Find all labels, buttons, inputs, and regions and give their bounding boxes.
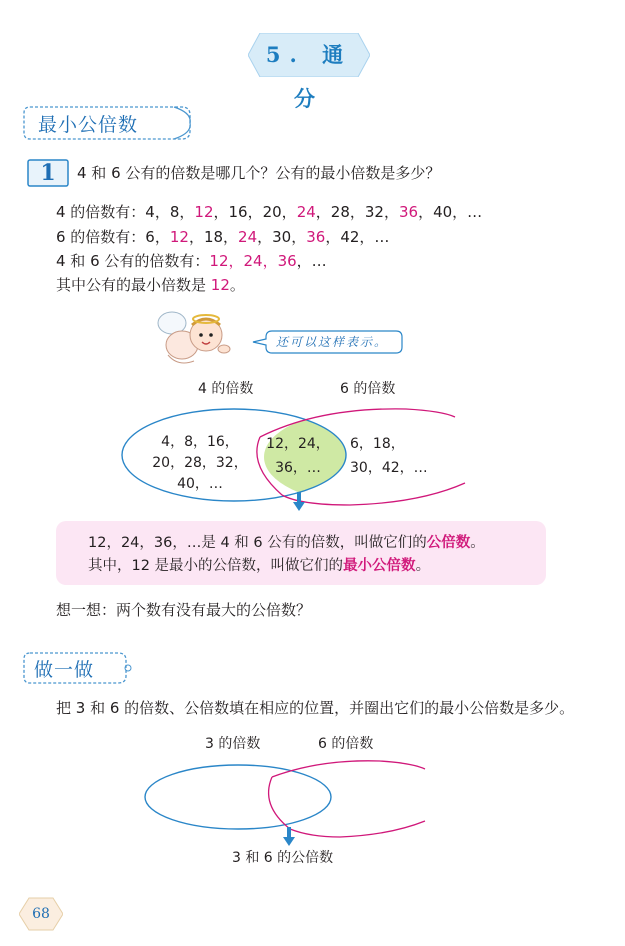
highlight-value: 24 xyxy=(238,228,258,246)
venn1-left-line: 20，28，32， xyxy=(152,455,248,471)
page-number: 68 xyxy=(32,906,50,922)
definition-line-1 xyxy=(88,531,485,552)
multiples-of-6 xyxy=(56,225,389,249)
text: ，30， xyxy=(257,228,307,246)
venn2-left-ellipse xyxy=(145,765,331,829)
venn1-right-line: 6，18， xyxy=(350,436,405,452)
chapter-title xyxy=(248,33,370,111)
highlight-value: 12 xyxy=(194,203,214,221)
section-title: 最小公倍数 xyxy=(38,114,139,136)
section-title: 做一做 xyxy=(34,659,95,681)
text: ，16，20， xyxy=(213,203,297,221)
venn1-arrow-head xyxy=(293,502,305,511)
exercise-instruction: 把 3 和 6 的倍数、公倍数填在相应的位置，并圈出它们的最小公倍数是多少。 xyxy=(56,699,575,717)
highlight-value: 36 xyxy=(398,203,419,221)
text: ，18， xyxy=(188,228,239,246)
highlight-value: 12 xyxy=(169,228,189,246)
text: 。 xyxy=(415,558,431,574)
text: ，… xyxy=(296,252,327,270)
highlight-value: 24 xyxy=(296,203,316,221)
cherub-mascot-illustration xyxy=(150,305,232,371)
venn1-left-values xyxy=(150,432,250,495)
text: 其中公有的最小倍数是 xyxy=(56,276,211,294)
venn1-right-values xyxy=(350,432,450,480)
think-question: 想一想：两个数有没有最大的公倍数？ xyxy=(56,601,312,619)
text: ，42，… xyxy=(325,228,390,246)
text: 4 的倍数有：4，8， xyxy=(56,203,195,221)
venn1-middle-line: 12，24， xyxy=(266,436,330,452)
term-least-common-multiple: 最小公倍数 xyxy=(343,558,416,574)
venn1-left-line: 40，… xyxy=(177,476,223,492)
text: 4 和 6 公有的倍数有： xyxy=(56,252,210,270)
example-question: 4 和 6 公有的倍数是哪几个？公有的最小倍数是多少？ xyxy=(77,164,441,182)
venn2-right-arc-bottom xyxy=(290,821,425,837)
definition-line-2 xyxy=(88,554,430,575)
chapter-title-text: 5. 通 分 xyxy=(265,42,353,111)
multiples-of-4 xyxy=(56,200,482,224)
venn2-label-right: 6 的倍数 xyxy=(318,736,374,752)
venn1-middle-line: 36，… xyxy=(275,460,321,476)
least-common-multiple xyxy=(56,273,245,297)
text: ，40，… xyxy=(418,203,483,221)
speech-bubble-text: 还可以这样表示。 xyxy=(276,335,389,349)
venn1-right-line: 30，42，… xyxy=(350,460,428,476)
section-label-practice xyxy=(22,650,132,686)
text: ，28，32， xyxy=(315,203,399,221)
venn2-arrow-head xyxy=(283,837,295,846)
text: 其中，12 是最小的公倍数，叫做它们的 xyxy=(88,558,344,574)
venn1-label-left: 4 的倍数 xyxy=(198,381,254,397)
speech-bubble xyxy=(250,328,406,356)
venn1-middle-values xyxy=(258,432,338,480)
text: 。 xyxy=(229,276,245,294)
text: 。 xyxy=(470,535,485,551)
venn1-label-right: 6 的倍数 xyxy=(340,381,396,397)
venn2-diagram xyxy=(140,755,440,855)
example-number-badge xyxy=(26,158,70,188)
venn2-right-arc-top xyxy=(272,761,425,777)
highlight-value: 12 xyxy=(210,276,230,294)
venn2-label-bottom: 3 和 6 的公倍数 xyxy=(232,850,334,866)
highlight-value: 12，24，36 xyxy=(209,252,297,270)
text: 6 的倍数有：6， xyxy=(56,228,170,246)
highlight-value: 36 xyxy=(306,228,326,246)
common-multiples xyxy=(56,249,327,273)
term-common-multiple: 公倍数 xyxy=(426,535,471,551)
venn1-left-line: 4，8，16， xyxy=(161,434,239,450)
text: 12，24，36，…是 4 和 6 公有的倍数，叫做它们的 xyxy=(88,535,427,551)
venn2-label-left: 3 的倍数 xyxy=(205,736,261,752)
section-label-lcm xyxy=(22,103,192,143)
example-number: 1 xyxy=(40,160,56,186)
definition-box xyxy=(56,521,546,585)
